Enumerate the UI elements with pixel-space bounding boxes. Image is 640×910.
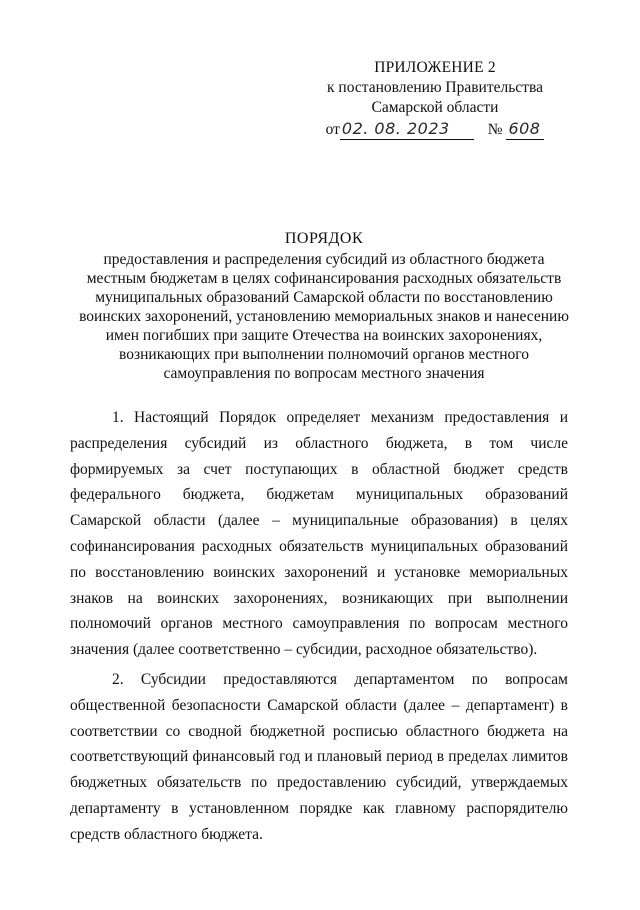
appendix-date-line <box>300 119 570 140</box>
paragraph-line: бюджетных обязательств по предоставлению субсидий, утверждаемых <box>70 774 568 792</box>
appendix-header <box>300 58 570 140</box>
paragraph-line: федерального бюджета, бюджетам муниципальных образований <box>70 486 568 504</box>
paragraph-line: средств областного бюджета. <box>70 825 263 843</box>
paragraph-line: 2. Субсидии предоставляются департаментом по вопросам <box>112 671 568 688</box>
paragraph-line: значения (далее соответственно – субсидии, расходное обязательство). <box>70 641 538 659</box>
paragraph-line: соответствующий финансовый год и плановый период в пределах лимитов <box>70 748 568 766</box>
paragraph-line: по восстановлению воинских захоронений и установке мемориальных <box>70 563 568 581</box>
subtitle-line: воинских захоронений, установлению мемориальных знаков и нанесению <box>79 308 569 325</box>
handwritten-date: 02. 08. 2023 <box>340 119 474 140</box>
paragraph-line: знаков на воинских захоронениях, возникающих при выполнении <box>70 589 568 607</box>
paragraph-2 <box>70 667 568 848</box>
paragraph-line: соответствии со сводной бюджетной росписью областного бюджета на <box>70 722 568 740</box>
paragraph-line: общественной безопасности Самарской области (далее – департамент) в <box>70 696 568 714</box>
paragraph-line: полномочий органов местного самоуправления по вопросам местного <box>70 615 568 633</box>
document-title: ПОРЯДОК <box>284 230 364 247</box>
appendix-line-resolution: к постановлению Правительства <box>327 79 543 96</box>
paragraph-line: софинансирования расходных обязательств муниципальных образований <box>70 537 568 555</box>
handwritten-number: 608 <box>506 119 544 140</box>
paragraph-line: распределения субсидий из областного бюджета, в том числе <box>70 434 568 452</box>
subtitle-line: предоставления и распределения субсидий из областного бюджета <box>103 251 545 268</box>
subtitle-line: местным бюджетам в целях софинансирования расходных обязательств <box>86 270 562 287</box>
paragraph-line: 1. Настоящий Порядок определяет механизм предоставления и <box>112 409 568 426</box>
subtitle-line: муниципальных образований Самарской области по восстановлению <box>95 289 553 306</box>
paragraph-line: Самарской области (далее – муниципальные образования) в целях <box>70 512 568 530</box>
subtitle-line: возникающих при выполнении полномочий органов местного <box>119 346 529 363</box>
appendix-title: ПРИЛОЖЕНИЕ 2 <box>374 59 496 76</box>
number-prefix: № <box>487 121 503 138</box>
paragraph-line: формируемых за счет поступающих в областной бюджет средств <box>70 460 568 478</box>
subtitle-line: самоуправления по вопросам местного значения <box>163 365 485 382</box>
subtitle-line: имен погибших при защите Отечества на воинских захоронениях, <box>105 327 543 344</box>
document-title-block <box>70 229 578 383</box>
appendix-line-region: Самарской области <box>371 99 499 116</box>
date-prefix: от <box>325 121 340 138</box>
paragraph-line: департаменту в установленном порядке как главному распорядителю <box>70 799 568 817</box>
document-subtitle <box>70 250 578 383</box>
paragraph-1 <box>70 405 568 663</box>
